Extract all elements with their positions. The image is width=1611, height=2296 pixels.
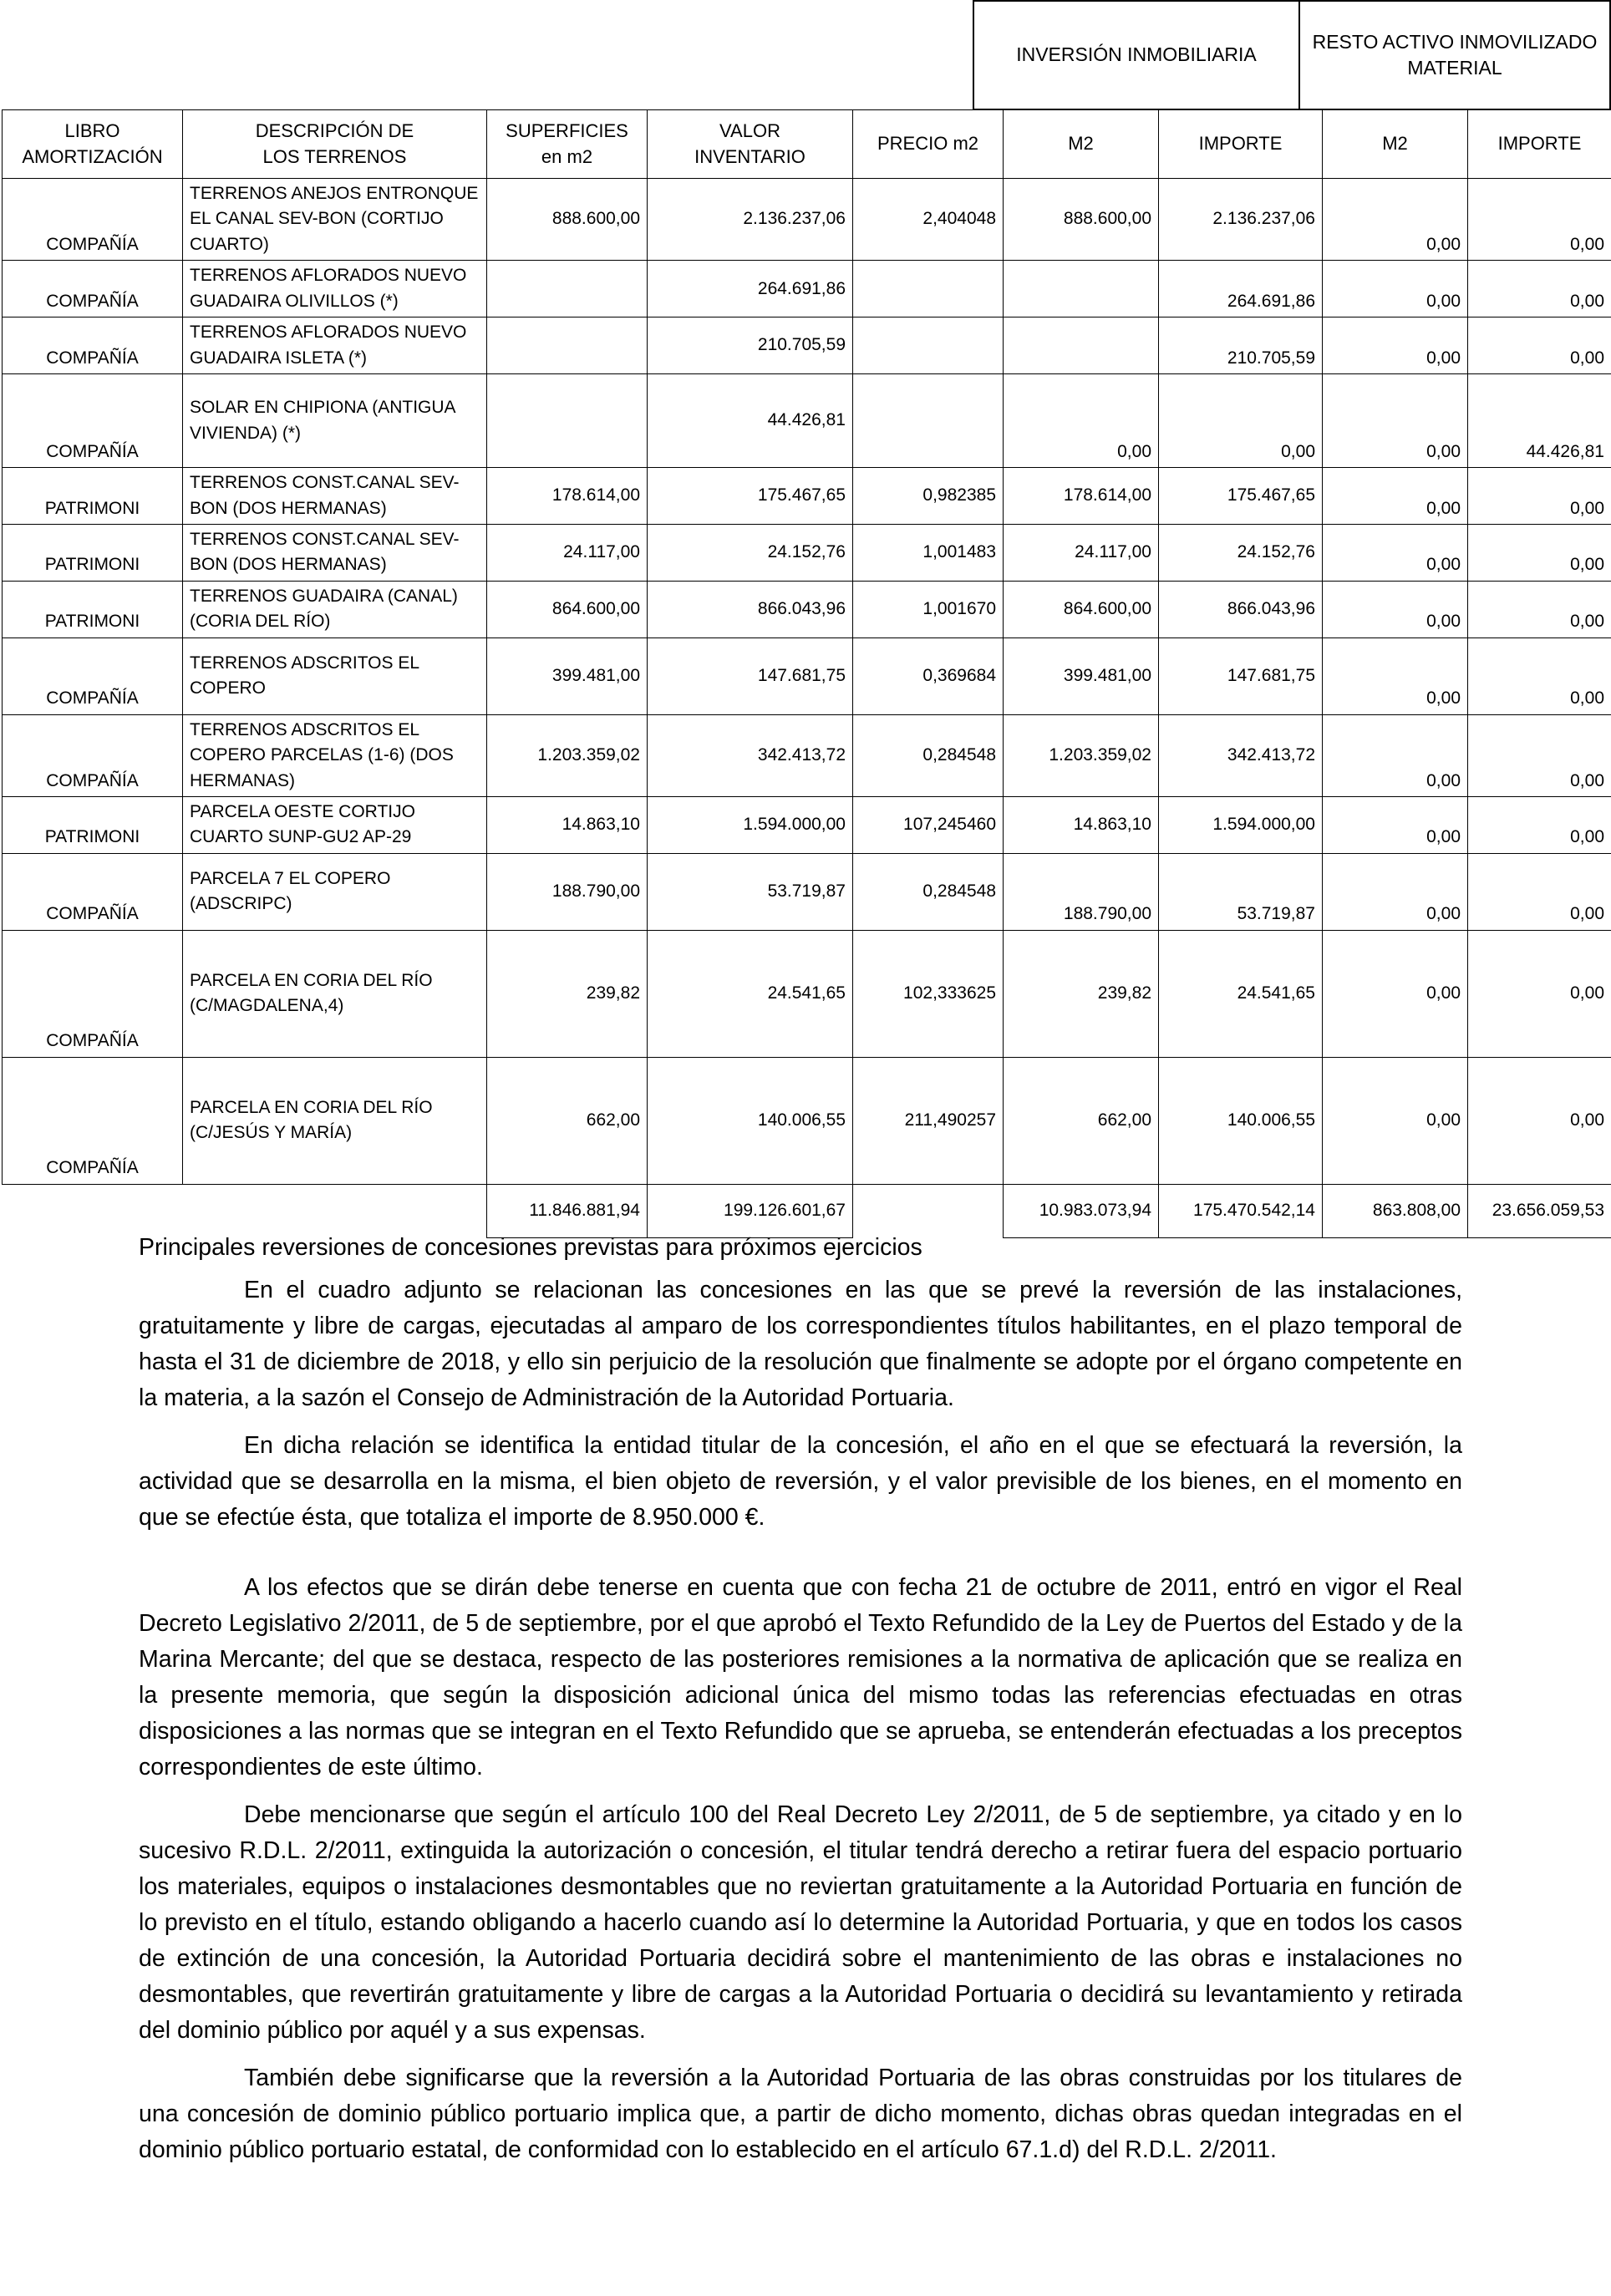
cell-resto-importe: 0,00	[1468, 1057, 1611, 1184]
cell-inv-m2	[1004, 261, 1159, 317]
cell-precio: 1,001670	[853, 581, 1004, 637]
cell-libro: COMPAÑÍA	[3, 317, 183, 374]
cell-descripcion: TERRENOS CONST.CANAL SEV-BON (DOS HERMANAS)	[183, 524, 487, 581]
table-row	[3, 853, 1611, 930]
cell-superficies: 239,82	[487, 930, 648, 1057]
total-inv-importe: 175.470.542,14	[1159, 1184, 1323, 1237]
cell-resto-importe: 0,00	[1468, 468, 1611, 525]
cell-inv-m2: 0,00	[1004, 374, 1159, 468]
col-inv-importe: IMPORTE	[1159, 110, 1323, 179]
cell-inv-importe: 24.541,65	[1159, 930, 1323, 1057]
cell-inv-importe: 264.691,86	[1159, 261, 1323, 317]
cell-superficies: 1.203.359,02	[487, 714, 648, 796]
cell-descripcion: PARCELA OESTE CORTIJO CUARTO SUNP-GU2 AP-29	[183, 797, 487, 854]
cell-precio: 0,369684	[853, 637, 1004, 714]
cell-resto-m2: 0,00	[1323, 714, 1468, 796]
table-row	[3, 261, 1611, 317]
col-descripcion: DESCRIPCIÓN DE LOS TERRENOS	[183, 110, 487, 179]
body-text	[139, 1230, 1462, 2168]
total-valor: 199.126.601,67	[648, 1184, 853, 1237]
cell-inv-m2: 399.481,00	[1004, 637, 1159, 714]
cell-resto-importe: 0,00	[1468, 637, 1611, 714]
cell-superficies	[487, 261, 648, 317]
cell-resto-m2: 0,00	[1323, 374, 1468, 468]
cell-resto-m2: 0,00	[1323, 930, 1468, 1057]
cell-inv-importe: 1.594.000,00	[1159, 797, 1323, 854]
cell-descripcion: TERRENOS GUADAIRA (CANAL) (CORIA DEL RÍO)	[183, 581, 487, 637]
cell-resto-importe: 0,00	[1468, 317, 1611, 374]
cell-inv-m2: 662,00	[1004, 1057, 1159, 1184]
cell-inv-importe: 53.719,87	[1159, 853, 1323, 930]
cell-libro: COMPAÑÍA	[3, 853, 183, 930]
cell-resto-m2: 0,00	[1323, 1057, 1468, 1184]
total-resto-m2: 863.808,00	[1323, 1184, 1468, 1237]
table-row	[3, 714, 1611, 796]
cell-valor: 24.541,65	[648, 930, 853, 1057]
cell-precio: 0,284548	[853, 714, 1004, 796]
group-header-inversion-label: INVERSIÓN INMOBILIARIA	[1016, 43, 1257, 66]
cell-valor: 175.467,65	[648, 468, 853, 525]
col-libro: LIBRO AMORTIZACIÓN	[3, 110, 183, 179]
cell-libro: COMPAÑÍA	[3, 1057, 183, 1184]
terrenos-table	[2, 109, 1611, 1238]
col-resto-importe: IMPORTE	[1468, 110, 1611, 179]
cell-precio: 0,982385	[853, 468, 1004, 525]
col-superficies: SUPERFICIES en m2	[487, 110, 648, 179]
total-inv-m2: 10.983.073,94	[1004, 1184, 1159, 1237]
cell-libro: PATRIMONI	[3, 524, 183, 581]
cell-valor: 342.413,72	[648, 714, 853, 796]
table-row	[3, 637, 1611, 714]
cell-valor: 44.426,81	[648, 374, 853, 468]
table-row	[3, 930, 1611, 1057]
cell-libro: PATRIMONI	[3, 468, 183, 525]
cell-libro: COMPAÑÍA	[3, 930, 183, 1057]
table-row	[3, 1057, 1611, 1184]
cell-descripcion: PARCELA 7 EL COPERO (ADSCRIPC)	[183, 853, 487, 930]
cell-resto-m2: 0,00	[1323, 317, 1468, 374]
cell-libro: COMPAÑÍA	[3, 637, 183, 714]
cell-inv-importe: 140.006,55	[1159, 1057, 1323, 1184]
cell-inv-m2: 188.790,00	[1004, 853, 1159, 930]
group-header-resto-line1: RESTO ACTIVO INMOVILIZADO	[1312, 30, 1598, 53]
cell-valor: 147.681,75	[648, 637, 853, 714]
col-valor: VALOR INVENTARIO	[648, 110, 853, 179]
col-resto-m2: M2	[1323, 110, 1468, 179]
cell-resto-importe: 0,00	[1468, 179, 1611, 261]
cell-superficies: 178.614,00	[487, 468, 648, 525]
column-header-row	[3, 110, 1611, 179]
cell-descripcion: TERRENOS ADSCRITOS EL COPERO	[183, 637, 487, 714]
paragraph-2: En dicha relación se identifica la entidad titular de la concesión, el año en el que se efectuará la reversión, la actividad que se desarrolla en la misma, el bien objeto de reversión, y el valor previsible de los bienes, en el momento en que se efectúe ésta, que totaliza el importe de 8.950.000 €.	[139, 1432, 1462, 1531]
cell-inv-m2: 178.614,00	[1004, 468, 1159, 525]
cell-inv-importe: 147.681,75	[1159, 637, 1323, 714]
cell-resto-m2: 0,00	[1323, 179, 1468, 261]
cell-valor: 53.719,87	[648, 853, 853, 930]
cell-inv-importe: 24.152,76	[1159, 524, 1323, 581]
group-header-resto-line2: MATERIAL	[1407, 57, 1502, 79]
cell-superficies	[487, 374, 648, 468]
cell-resto-importe: 0,00	[1468, 853, 1611, 930]
cell-libro: COMPAÑÍA	[3, 714, 183, 796]
table-row	[3, 581, 1611, 637]
cell-precio: 1,001483	[853, 524, 1004, 581]
cell-resto-importe: 0,00	[1468, 797, 1611, 854]
cell-inv-importe: 2.136.237,06	[1159, 179, 1323, 261]
paragraph-3: A los efectos que se dirán debe tenerse en cuenta que con fecha 21 de octubre de 2011, entró en vigor el Real Decreto Legislativo 2/2011, de 5 de septiembre, por el que aprobó el Texto Refundido de la Ley de Puertos del Estado y de la Marina Mercante; del que se destaca, respecto de las posteriores remisiones a la normativa de aplicación que se realiza en la presente memoria, que según la disposición adicional única del mismo todas las referencias efectuadas en otras disposiciones a las normas que se integran en el Texto Refundido que se aprueba, se entenderán efectuadas a los preceptos correspondientes de este último.	[139, 1574, 1462, 1780]
table-row	[3, 179, 1611, 261]
cell-descripcion: TERRENOS ADSCRITOS EL COPERO PARCELAS (1-6) (DOS HERMANAS)	[183, 714, 487, 796]
group-header-inversion	[973, 0, 1300, 110]
cell-superficies: 399.481,00	[487, 637, 648, 714]
table-row	[3, 374, 1611, 468]
cell-descripcion: PARCELA EN CORIA DEL RÍO (C/MAGDALENA,4)	[183, 930, 487, 1057]
cell-valor: 264.691,86	[648, 261, 853, 317]
paragraph-5: También debe significarse que la reversión a la Autoridad Portuaria de las obras construidas por los titulares de una concesión de dominio público portuario implica que, a partir de dicho momento, dichas obras quedan integradas en el dominio público portuario estatal, de conformidad con lo establecido en el artículo 67.1.d) del R.D.L. 2/2011.	[139, 2065, 1462, 2163]
cell-libro: PATRIMONI	[3, 581, 183, 637]
cell-inv-m2: 1.203.359,02	[1004, 714, 1159, 796]
total-superficies: 11.846.881,94	[487, 1184, 648, 1237]
paragraph-1: En el cuadro adjunto se relacionan las concesiones en las que se prevé la reversión de las instalaciones, gratuitamente y libre de cargas, ejecutadas al amparo de los correspondientes títulos habilitantes, en el plazo temporal de hasta el 31 de diciembre de 2018, y ello sin perjuicio de la resolución que finalmente se adopte por el órgano competente en la materia, a la sazón el Consejo de Administración de la Autoridad Portuaria.	[139, 1277, 1462, 1411]
cell-valor: 866.043,96	[648, 581, 853, 637]
cell-inv-importe: 342.413,72	[1159, 714, 1323, 796]
cell-resto-m2: 0,00	[1323, 797, 1468, 854]
cell-superficies: 24.117,00	[487, 524, 648, 581]
cell-inv-importe: 175.467,65	[1159, 468, 1323, 525]
cell-inv-m2: 239,82	[1004, 930, 1159, 1057]
cell-superficies: 14.863,10	[487, 797, 648, 854]
cell-precio: 2,404048	[853, 179, 1004, 261]
cell-resto-m2: 0,00	[1323, 637, 1468, 714]
cell-descripcion: TERRENOS ANEJOS ENTRONQUE EL CANAL SEV-BON (CORTIJO CUARTO)	[183, 179, 487, 261]
table-row	[3, 797, 1611, 854]
cell-superficies: 864.600,00	[487, 581, 648, 637]
cell-precio: 0,284548	[853, 853, 1004, 930]
table-row	[3, 317, 1611, 374]
cell-superficies	[487, 317, 648, 374]
cell-valor: 140.006,55	[648, 1057, 853, 1184]
cell-descripcion: TERRENOS CONST.CANAL SEV-BON (DOS HERMANAS)	[183, 468, 487, 525]
cell-descripcion: TERRENOS AFLORADOS NUEVO GUADAIRA OLIVILLOS (*)	[183, 261, 487, 317]
cell-valor: 1.594.000,00	[648, 797, 853, 854]
cell-valor: 210.705,59	[648, 317, 853, 374]
cell-precio: 211,490257	[853, 1057, 1004, 1184]
table-row	[3, 468, 1611, 525]
cell-inv-m2: 14.863,10	[1004, 797, 1159, 854]
cell-resto-m2: 0,00	[1323, 524, 1468, 581]
cell-valor: 2.136.237,06	[648, 179, 853, 261]
cell-descripcion: TERRENOS AFLORADOS NUEVO GUADAIRA ISLETA (*)	[183, 317, 487, 374]
cell-resto-m2: 0,00	[1323, 468, 1468, 525]
cell-precio	[853, 374, 1004, 468]
cell-resto-importe: 0,00	[1468, 581, 1611, 637]
cell-valor: 24.152,76	[648, 524, 853, 581]
cell-inv-m2: 24.117,00	[1004, 524, 1159, 581]
cell-precio	[853, 261, 1004, 317]
cell-descripcion: SOLAR EN CHIPIONA (ANTIGUA VIVIENDA) (*)	[183, 374, 487, 468]
section-heading: Principales reversiones de concesiones previstas para próximos ejercicios	[139, 1234, 922, 1261]
cell-resto-importe: 0,00	[1468, 524, 1611, 581]
cell-resto-importe: 44.426,81	[1468, 374, 1611, 468]
cell-inv-m2: 888.600,00	[1004, 179, 1159, 261]
cell-libro: COMPAÑÍA	[3, 179, 183, 261]
cell-resto-m2: 0,00	[1323, 853, 1468, 930]
cell-libro: PATRIMONI	[3, 797, 183, 854]
cell-superficies: 188.790,00	[487, 853, 648, 930]
cell-superficies: 888.600,00	[487, 179, 648, 261]
col-precio: PRECIO m2	[853, 110, 1004, 179]
total-resto-importe: 23.656.059,53	[1468, 1184, 1611, 1237]
cell-libro: COMPAÑÍA	[3, 261, 183, 317]
cell-precio: 102,333625	[853, 930, 1004, 1057]
cell-resto-importe: 0,00	[1468, 714, 1611, 796]
cell-inv-importe: 866.043,96	[1159, 581, 1323, 637]
cell-precio	[853, 317, 1004, 374]
cell-superficies: 662,00	[487, 1057, 648, 1184]
table-row	[3, 524, 1611, 581]
cell-resto-m2: 0,00	[1323, 581, 1468, 637]
cell-libro: COMPAÑÍA	[3, 374, 183, 468]
cell-inv-importe: 210.705,59	[1159, 317, 1323, 374]
cell-inv-importe: 0,00	[1159, 374, 1323, 468]
col-inv-m2: M2	[1004, 110, 1159, 179]
cell-resto-importe: 0,00	[1468, 261, 1611, 317]
cell-inv-m2	[1004, 317, 1159, 374]
cell-inv-m2: 864.600,00	[1004, 581, 1159, 637]
paragraph-4: Debe mencionarse que según el artículo 100 del Real Decreto Ley 2/2011, de 5 de septiembre, ya citado y en lo sucesivo R.D.L. 2/2011, extinguida la autorización o concesión, el titular tendrá derecho a retirar fuera del espacio portuario los materiales, equipos o instalaciones desmontables que no reviertan gratuitamente a la Autoridad Portuaria en función de lo previsto en el título, estando obligando a hacerlo cuando así lo determine la Autoridad Portuaria, y que en todos los casos de extinción de una concesión, la Autoridad Portuaria decidirá sobre el mantenimiento de las obras e instalaciones no desmontables, que revertirán gratuitamente y libre de cargas a la Autoridad Portuaria o decidirá su levantamiento y retirada del dominio público por aquél y a sus expensas.	[139, 1801, 1462, 2044]
cell-precio: 107,245460	[853, 797, 1004, 854]
cell-resto-importe: 0,00	[1468, 930, 1611, 1057]
group-header-resto	[1298, 0, 1611, 110]
cell-resto-m2: 0,00	[1323, 261, 1468, 317]
cell-descripcion: PARCELA EN CORIA DEL RÍO (C/JESÚS Y MARÍA)	[183, 1057, 487, 1184]
